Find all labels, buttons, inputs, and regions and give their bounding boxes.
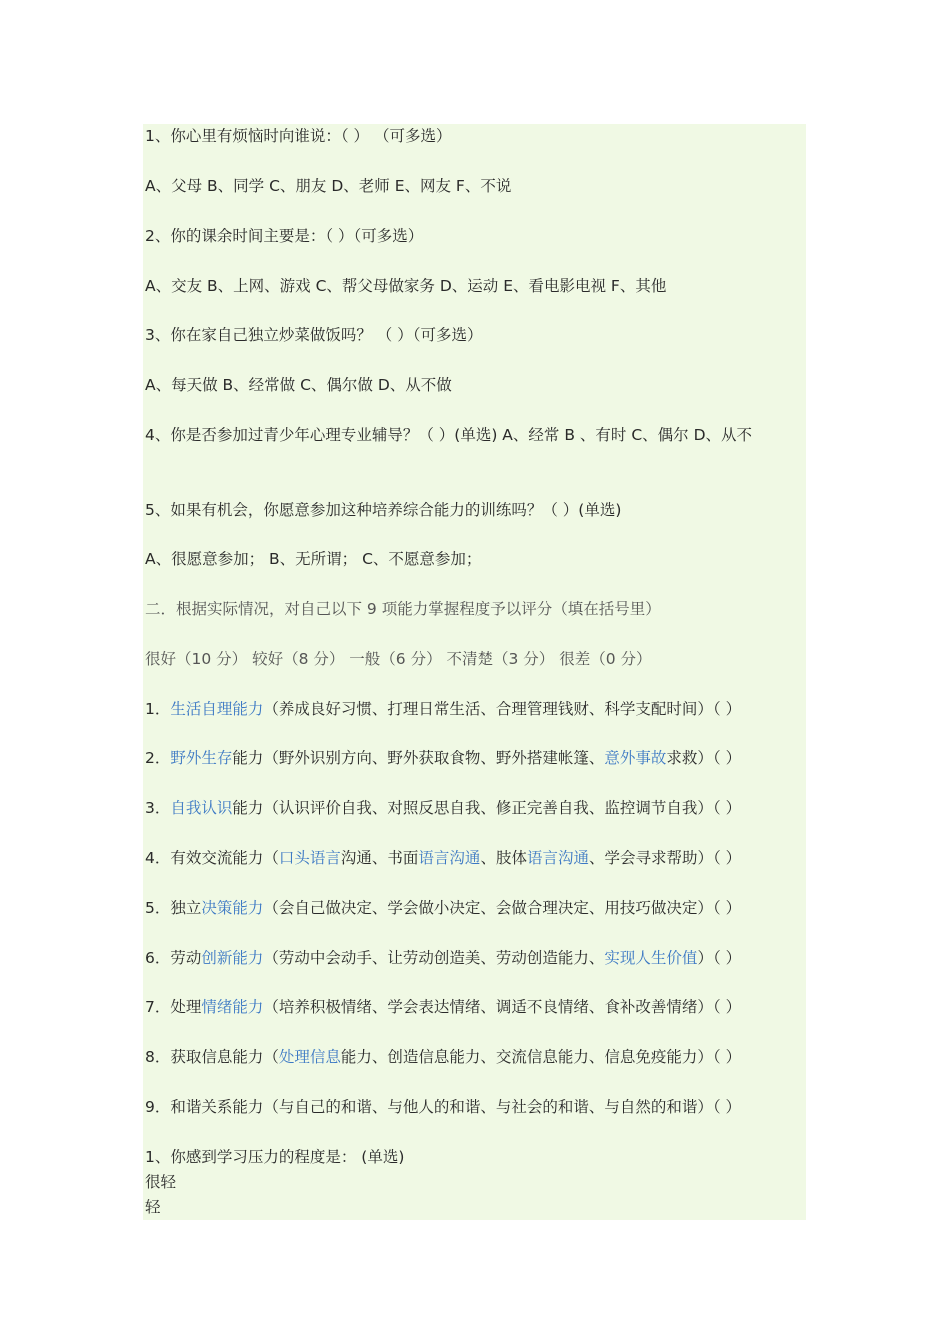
- ability-number: 1．: [145, 700, 171, 718]
- ability-detail: 、学会寻求帮助）（ ）: [588, 849, 742, 867]
- ability-detail: 处理: [170, 998, 202, 1016]
- section-2-heading: 二．根据实际情况，对自己以下 9 项能力掌握程度予以评分（填在括号里）: [145, 600, 661, 618]
- question-2: 2、你的课余时间主要是：（ ）（可多选）: [145, 227, 424, 245]
- ability-detail: 劳动: [170, 949, 202, 967]
- ability-detail: 有效交流能力（: [170, 849, 279, 867]
- question-2-options: A、交友 B、上网、游戏 C、帮父母做家务 D、运动 E、看电影电视 F、其他: [145, 277, 667, 295]
- ability-link[interactable]: 口头语言: [278, 849, 341, 867]
- question-3: 3、你在家自己独立炒菜做饭吗？ （ ）（可多选）: [145, 326, 483, 344]
- question-5: 5、如果有机会，你愿意参加这种培养综合能力的训练吗？（ ）(单选): [145, 501, 622, 519]
- ability-item-2: [145, 746, 800, 771]
- ability-item-9: [145, 1095, 800, 1120]
- ability-link[interactable]: 意外事故: [604, 749, 667, 767]
- ability-link[interactable]: 创新能力: [201, 949, 264, 967]
- ability-detail: （会自己做决定、学会做小决定、会做合理决定、用技巧做决定）（ ）: [263, 899, 742, 917]
- ability-detail: 能力、创造信息能力、交流信息能力、信息免疫能力）（ ）: [340, 1048, 742, 1066]
- ability-item-6: [145, 946, 800, 971]
- ability-number: 3．: [145, 799, 171, 817]
- ability-link[interactable]: 生活自理能力: [170, 700, 264, 718]
- ability-number: 9．: [145, 1098, 171, 1116]
- ability-detail: （养成良好习惯、打理日常生活、合理管理钱财、科学支配时间）（ ）: [263, 700, 742, 718]
- ability-link[interactable]: 语言沟通: [526, 849, 589, 867]
- ability-link[interactable]: 情绪能力: [201, 998, 264, 1016]
- ability-item-8: [145, 1045, 800, 1070]
- ability-number: 2．: [145, 749, 171, 767]
- ability-detail: ）（ ）: [697, 949, 742, 967]
- answer-option-2: 轻: [145, 1198, 161, 1216]
- ability-detail: 能力（野外识别方向、野外获取食物、野外搭建帐篷、: [232, 749, 605, 767]
- question-4: 4、你是否参加过青少年心理专业辅导？（ ）(单选) A、经常 B 、有时 C、偶尔 D、从不: [145, 426, 753, 444]
- ability-link[interactable]: 语言沟通: [418, 849, 481, 867]
- ability-detail: 获取信息能力（: [170, 1048, 279, 1066]
- ability-detail: 沟通、书面: [340, 849, 419, 867]
- ability-detail: 、肢体: [480, 849, 527, 867]
- ability-link[interactable]: 实现人生价值: [604, 949, 698, 967]
- ability-link[interactable]: 处理信息: [278, 1048, 341, 1066]
- ability-item-1: [145, 697, 800, 722]
- ability-number: 5．: [145, 899, 171, 917]
- ability-link[interactable]: 野外生存: [170, 749, 233, 767]
- ability-item-3: [145, 796, 800, 821]
- ability-detail: （培养积极情绪、学会表达情绪、调适不良情绪、食补改善情绪）（ ）: [263, 998, 742, 1016]
- ability-link[interactable]: 自我认识: [170, 799, 233, 817]
- ability-number: 7．: [145, 998, 171, 1016]
- ability-detail: 独立: [170, 899, 202, 917]
- answer-option-1: 很轻: [145, 1173, 177, 1191]
- ability-number: 4．: [145, 849, 171, 867]
- ability-detail: 和谐关系能力（与自己的和谐、与他人的和谐、与社会的和谐、与自然的和谐）（ ）: [170, 1098, 742, 1116]
- rating-scale: 很好（10 分） 较好（8 分） 一般（6 分） 不清楚（3 分） 很差（0 分）: [145, 650, 652, 668]
- ability-item-4: [145, 846, 800, 871]
- question-3-options: A、每天做 B、经常做 C、偶尔做 D、从不做: [145, 376, 452, 394]
- ability-number: 8．: [145, 1048, 171, 1066]
- question-1: 1、你心里有烦恼时向谁说：（ ） （可多选）: [145, 127, 452, 145]
- ability-link[interactable]: 决策能力: [201, 899, 264, 917]
- question-5-options: A、很愿意参加； B、无所谓； C、不愿意参加；: [145, 550, 482, 568]
- ability-item-5: [145, 896, 800, 921]
- ability-detail: （劳动中会动手、让劳动创造美、劳动创造能力、: [263, 949, 605, 967]
- question-1-options: A、父母 B、同学 C、朋友 D、老师 E、网友 F、不说: [145, 177, 512, 195]
- ability-number: 6．: [145, 949, 171, 967]
- ability-item-7: [145, 995, 800, 1020]
- ability-detail: 能力（认识评价自我、对照反思自我、修正完善自我、监控调节自我）（ ）: [232, 799, 742, 817]
- question-last: 1、你感到学习压力的程度是： (单选): [145, 1148, 405, 1166]
- ability-detail: 求救）（ ）: [666, 749, 742, 767]
